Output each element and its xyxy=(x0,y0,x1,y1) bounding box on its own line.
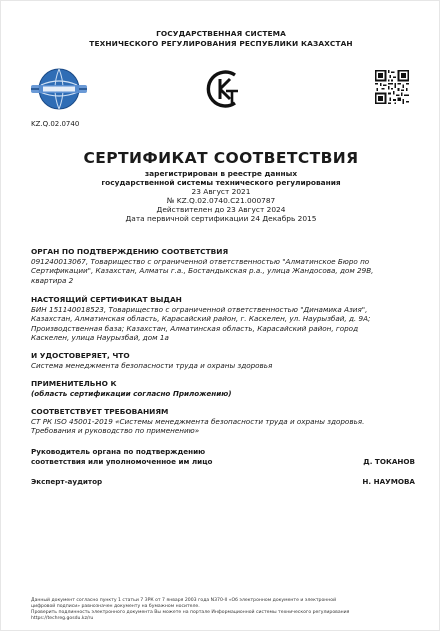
head-signature-block xyxy=(31,447,415,466)
head-signature-name: Д. ТОКАНОВ xyxy=(363,456,415,466)
applicable-line1: (область сертификации согласно Приложению) xyxy=(31,388,232,398)
issued-line4: Каскелен, улица Наурызбай, дом 1а xyxy=(31,333,169,343)
issuer-header xyxy=(1,29,440,49)
issued-section xyxy=(31,295,415,343)
footer-line3: Проверить подлинность электронного документа Вы можете на портале Информационной системы технического регулирования xyxy=(31,610,350,615)
footer-line2: цифровой подписи» равнозначен документу на бумажном носителе. xyxy=(31,604,200,609)
requirements-section xyxy=(31,407,415,436)
auditor-signature-label: Эксперт-аудитор xyxy=(31,477,103,486)
certifies-heading: И УДОСТОВЕРЯЕТ, ЧТО xyxy=(31,351,130,360)
kz-conformity-mark-icon xyxy=(202,67,246,111)
first-certification-date: Дата первичной сертификации 24 Декабрь 2015 xyxy=(125,214,317,223)
issued-line3: Производственная база; Казахстан, Алматинская область, Карасайский район, город xyxy=(31,323,359,333)
legal-footer xyxy=(31,598,421,622)
certificate-number: № KZ.Q.02.0740.C21.000787 xyxy=(166,196,276,205)
registered-line2: государственной системы технического регулирования xyxy=(101,178,341,187)
organ-section xyxy=(31,247,415,285)
issued-line2: Казахстан, Алматинская область, Карасайский район, г. Каскелен, ул. Наурызбай, д. 9А; xyxy=(31,314,371,324)
footer-line1: Данный документ согласно пункту 1 статьи 7 ЗРК от 7 января 2003 года N370-II «Об электронном документе и электронной xyxy=(31,598,337,603)
registered-line1: зарегистрирован в реестре данных xyxy=(144,169,298,178)
issuer-header-line2: ТЕХНИЧЕСКОГО РЕГУЛИРОВАНИЯ РЕСПУБЛИКИ КАЗАХСТАН xyxy=(89,39,353,48)
requirements-line2: Требования и руководство по применению» xyxy=(31,426,200,436)
requirements-line1: СТ РК ISO 45001-2019 «Системы менеджмента безопасности труда и охраны здоровья. xyxy=(31,416,365,426)
auditor-signature-name: Н. НАУМОВА xyxy=(362,477,415,486)
issuer-header-line1: ГОСУДАРСТВЕННАЯ СИСТЕМА xyxy=(156,29,286,38)
applicable-heading: ПРИМЕНИТЕЛЬНО К xyxy=(31,379,117,388)
auditor-signature-block xyxy=(31,477,415,487)
issued-line1: БИН 151140018523, Товарищество с ограниченной ответственностью "Динамика Азия", xyxy=(31,304,368,314)
globe-logo-icon xyxy=(29,67,89,111)
head-signature-label1: Руководитель органа по подтверждению xyxy=(31,447,206,456)
registration-block xyxy=(1,169,440,223)
requirements-heading: СООТВЕТСТВУЕТ ТРЕБОВАНИЯМ xyxy=(31,407,169,416)
organ-line1: 091240013067, Товарищество с ограниченной ответственностью "Алматинское Бюро по xyxy=(31,256,370,266)
footer-verify-link[interactable]: https://techreg.gosdu.kz/ru xyxy=(31,616,94,621)
organ-heading: ОРГАН ПО ПОДТВЕРЖДЕНИЮ СООТВЕТСТВИЯ xyxy=(31,247,229,256)
valid-until: Действителен до 23 Август 2024 xyxy=(156,205,286,214)
applicable-section xyxy=(31,379,415,398)
organ-line2: Сертификации", Казахстан, Алматы г.а., Бостандыкская р.а., улица Жандосова, дом 29В, xyxy=(31,266,374,276)
certifies-section xyxy=(31,351,415,370)
registration-code: KZ.Q.02.0740 xyxy=(31,120,80,128)
qr-code-icon xyxy=(375,70,409,104)
registered-date: 23 Август 2021 xyxy=(191,187,251,196)
head-signature-label2: соответствия или уполномоченное им лицо xyxy=(31,456,213,466)
organ-line3: квартира 2 xyxy=(31,275,74,285)
issued-heading: НАСТОЯЩИЙ СЕРТИФИКАТ ВЫДАН xyxy=(31,295,182,304)
certifies-line1: Система менеджмента безопасности труда и охраны здоровья xyxy=(31,360,273,370)
certificate-title: СЕРТИФИКАТ СООТВЕТСТВИЯ xyxy=(83,149,359,167)
